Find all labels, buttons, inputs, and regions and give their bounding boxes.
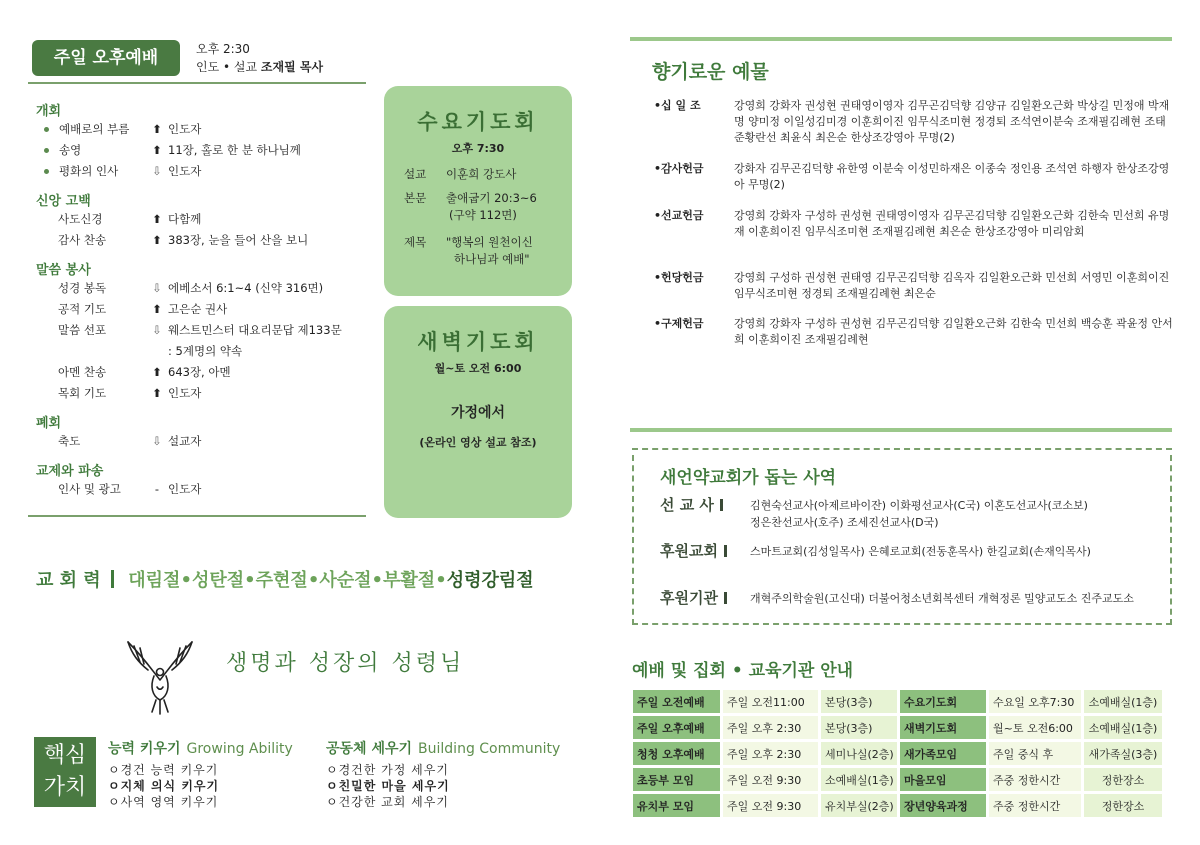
mission-title: 새언약교회가 돕는 사역 — [660, 468, 837, 488]
bullet-icon — [44, 127, 49, 132]
schedule-cell: 유치부 모임 — [633, 794, 720, 817]
calendar-season: 부활절 — [383, 570, 436, 591]
order-item: 성경 봉독 ⇩ 에베소서 6:1~4 (신약 316면) — [58, 278, 378, 299]
dot-icon: • — [371, 570, 384, 591]
order-item: 인사 및 광고 - 인도자 — [58, 479, 378, 500]
order-section-heading: 교제와 파송 — [36, 464, 104, 479]
theme-text: 생명과 성장의 성령님 — [226, 651, 465, 676]
order-item: 감사 찬송 ⬆ 383장, 눈을 들어 산을 보니 — [58, 230, 378, 251]
schedule-cell: 월~토 오전6:00 — [989, 716, 1081, 739]
sit-down-icon: ⇩ — [152, 434, 162, 448]
dawn-prayer-box — [384, 306, 572, 518]
order-section-heading: 개회 — [36, 104, 62, 119]
preacher-prefix: 인도 • 설교 — [196, 60, 258, 74]
sit-down-icon: ⇩ — [152, 164, 162, 178]
order-item: 예배로의 부름 ⬆ 인도자 — [44, 119, 364, 140]
calendar-label: 교 회 력 — [36, 570, 101, 591]
order-item: 공적 기도 ⬆ 고은순 권사 — [58, 299, 378, 320]
calendar-bar — [111, 570, 114, 588]
dawn-title: 새벽기도회 — [417, 330, 539, 354]
schedule-cell: 초등부 모임 — [633, 768, 720, 791]
preacher-name: 조재필 목사 — [260, 60, 324, 74]
order-item: 목회 기도 ⬆ 인도자 — [58, 383, 378, 404]
stand-up-icon: ⬆ — [152, 122, 162, 136]
offerings-title: 향기로운 예물 — [652, 61, 769, 83]
order-item: : 5계명의 약속 — [168, 344, 243, 358]
mission-dashed-top — [632, 448, 1172, 450]
sit-down-icon: ⇩ — [152, 323, 162, 337]
schedule-cell: 주일 오후 2:30 — [723, 716, 818, 739]
schedule-cell: 수요일 오후7:30 — [989, 690, 1081, 713]
schedule-cell: 소예배실(1층) — [1084, 716, 1162, 739]
schedule-cell: 주일 오전 9:30 — [723, 794, 818, 817]
core-group-ability: 능력 키우기 Growing Ability ㅇ경건 능력 키우기 ㅇ지체 의식 키우기 ㅇ사역 영역 키우기 — [108, 741, 293, 809]
schedule-cell: 주중 정한시간 — [989, 794, 1081, 817]
order-item: 아멘 찬송 ⬆ 643장, 아멘 — [58, 362, 378, 383]
core-value-item: ㅇ경건 능력 키우기 — [108, 763, 219, 777]
wednesday-prayer-box: 수요기도회 오후 7:30 설교 이훈희 강도사 본문 출애굽기 20:3~6 (구약 112면) 제목 "행복의 원천이신 하나님과 예배" — [384, 86, 572, 296]
schedule-cell: 주일 오전11:00 — [723, 690, 818, 713]
dot-icon: • — [244, 570, 256, 591]
stand-up-icon: ⬆ — [152, 302, 162, 316]
core-value-item: ㅇ건강한 교회 세우기 — [326, 795, 449, 809]
core-value-item: ㅇ사역 영역 키우기 — [108, 795, 219, 809]
stand-up-icon: ⬆ — [152, 233, 162, 247]
schedule-cell: 소예배실(1층) — [821, 768, 897, 791]
schedule-cell: 주일 중식 후 — [989, 742, 1081, 765]
dawn-place: 가정에서 — [450, 405, 506, 421]
schedule-row — [633, 716, 1162, 739]
schedule-cell: 세미나실(2층) — [821, 742, 897, 765]
top-bar — [630, 37, 1172, 41]
sit-down-icon: ⇩ — [152, 281, 162, 295]
schedule-cell: 청청 오후예배 — [633, 742, 720, 765]
schedule-cell: 주중 정한시간 — [989, 768, 1081, 791]
calendar-season: 성탄절 — [191, 570, 245, 591]
church-calendar — [36, 566, 534, 592]
divider — [28, 82, 366, 84]
order-item: 사도신경 ⬆ 다함께 — [58, 209, 378, 230]
service-title: 주일 오후예배 — [32, 40, 180, 76]
schedule-cell: 새가족실(3층) — [1084, 742, 1162, 765]
service-info — [196, 40, 323, 76]
schedule-row — [633, 690, 1162, 713]
schedule-cell: 정한장소 — [1084, 768, 1162, 791]
dot-icon: • — [180, 570, 192, 591]
stand-up-icon: ⬆ — [152, 212, 162, 226]
dot-icon: • — [435, 570, 447, 591]
core-value-item: ㅇ지체 의식 키우기 — [108, 779, 220, 793]
order-item: 말씀 선포 ⇩ 웨스트민스터 대요리문답 제133문 — [58, 320, 378, 341]
divider — [28, 515, 366, 517]
stand-up-icon: ⬆ — [152, 143, 162, 157]
schedule-cell: 새벽기도회 — [900, 716, 986, 739]
bullet-icon — [44, 148, 49, 153]
schedule-cell: 본당(3층) — [821, 716, 897, 739]
service-time: 오후 2:30 — [196, 42, 250, 56]
schedule-cell: 새가족모임 — [900, 742, 986, 765]
schedule-row — [633, 742, 1162, 765]
wednesday-time: 오후 7:30 — [451, 142, 505, 155]
order-section-heading: 신앙 고백 — [36, 194, 91, 209]
schedule-cell: 수요기도회 — [900, 690, 986, 713]
dawn-note: (온라인 영상 설교 참조) — [419, 436, 537, 449]
schedule-cell: 소예배실(1층) — [1084, 690, 1162, 713]
order-item: 축도 ⇩ 설교자 — [58, 431, 378, 452]
schedule-cell: 유치부실(2층) — [821, 794, 897, 817]
schedule-cell: 본당(3층) — [821, 690, 897, 713]
schedule-title: 예배 및 집회 • 교육기관 안내 — [632, 661, 854, 681]
order-item: 평화의 인사 ⇩ 인도자 — [44, 161, 364, 182]
core-value-item: ㅇ경건한 가정 세우기 — [326, 763, 449, 777]
order-item: 송영 ⬆ 11장, 홀로 한 분 하나님께 — [44, 140, 364, 161]
schedule-cell: 주일 오후예배 — [633, 716, 720, 739]
core-value-item: ㅇ친밀한 마을 세우기 — [326, 779, 450, 793]
schedule-cell: 정한장소 — [1084, 794, 1162, 817]
schedule-cell: 주일 오전 9:30 — [723, 768, 818, 791]
schedule-table — [630, 687, 1165, 820]
schedule-row — [633, 794, 1162, 817]
calendar-season: 주현절 — [255, 570, 308, 591]
calendar-season: 대림절 — [128, 570, 181, 591]
dash-icon: - — [154, 482, 160, 496]
core-values-label: 핵심 가치 — [34, 737, 96, 807]
schedule-cell: 주일 오후 2:30 — [723, 742, 818, 765]
schedule-cell: 주일 오전예배 — [633, 690, 720, 713]
calendar-seasons — [128, 570, 533, 591]
schedule-cell: 장년양육과정 — [900, 794, 986, 817]
dove-icon — [122, 632, 198, 718]
bullet-icon — [44, 169, 49, 174]
mission-top-bar — [630, 428, 1172, 432]
wednesday-title: 수요기도회 — [417, 110, 539, 134]
dot-icon: • — [307, 570, 320, 591]
dawn-time: 월~토 오전 6:00 — [434, 362, 522, 375]
schedule-row — [633, 768, 1162, 791]
calendar-current-season: 성령강림절 — [446, 570, 534, 591]
core-group-community: 공동체 세우기 Building Community ㅇ경건한 가정 세우기 ㅇ친밀한 마을 세우기 ㅇ건강한 교회 세우기 — [326, 741, 561, 809]
order-section-heading: 폐회 — [36, 416, 62, 431]
schedule-cell: 마을모임 — [900, 768, 986, 791]
order-section-heading: 말씀 봉사 — [36, 263, 91, 278]
stand-up-icon: ⬆ — [152, 365, 162, 379]
stand-up-icon: ⬆ — [152, 386, 162, 400]
calendar-season: 사순절 — [319, 570, 372, 591]
